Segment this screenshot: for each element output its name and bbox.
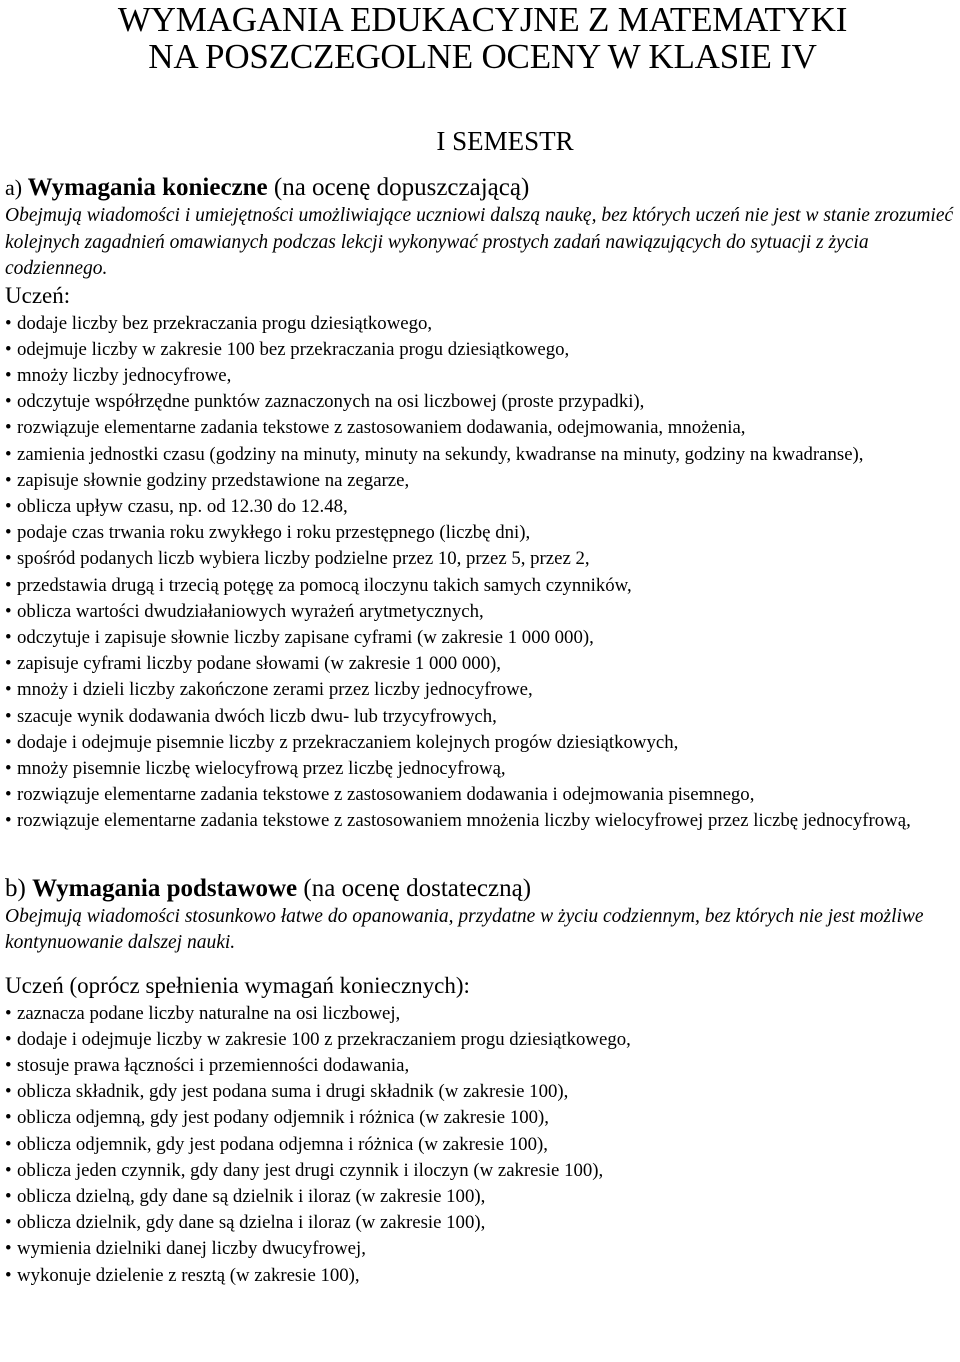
list-item [5, 442, 960, 468]
list-item-text: stosuje prawa łączności i przemienności dodawania, [17, 1054, 410, 1076]
list-item-text: podaje czas trwania roku zwykłego i roku przestępnego (liczbę dni), [17, 522, 531, 544]
section-b-prefix: b) [5, 874, 33, 902]
section-a-heading-bold: Wymagania konieczne [27, 174, 268, 201]
title-line-1: WYMAGANIA EDUKACYJNE Z MATEMATYKI [117, 0, 848, 39]
bullet-icon: • [5, 1212, 12, 1234]
bullet-icon: • [5, 1107, 12, 1129]
list-item [5, 782, 960, 808]
bullet-icon: • [5, 1185, 12, 1207]
list-item-text: oblicza wartości dwudziałaniowych wyrażeń arytmetycznych, [17, 600, 484, 622]
bullet-icon: • [5, 1054, 12, 1076]
section-b-student-line [5, 973, 960, 1001]
bullet-icon: • [5, 417, 12, 439]
list-item-text: dodaje i odejmuje liczby w zakresie 100 z przekraczaniem progu dziesiątkowego, [17, 1028, 631, 1050]
list-item-text: oblicza dzielnik, gdy dane są dzielna i iloraz (w zakresie 100), [17, 1212, 486, 1234]
list-item [5, 599, 960, 625]
bullet-icon: • [5, 364, 12, 386]
list-item-text: spośród podanych liczb wybiera liczby podzielne przez 10, przez 5, przez 2, [17, 548, 590, 570]
list-item-text: oblicza dzielną, gdy dane są dzielnik i iloraz (w zakresie 100), [17, 1185, 486, 1207]
bullet-icon: • [5, 522, 12, 544]
bullet-icon: • [5, 443, 12, 465]
bullet-icon: • [5, 338, 12, 360]
list-item [5, 311, 960, 337]
section-a-heading [5, 156, 960, 203]
list-item [5, 337, 960, 363]
bullet-icon: • [5, 705, 12, 727]
list-item-text: zamienia jednostki czasu (godziny na minuty, minuty na sekundy, kwadranse na minuty, godziny na kwadranse), [17, 443, 864, 465]
section-b-requirements-list [5, 1001, 960, 1289]
list-item [5, 756, 960, 782]
list-item [5, 415, 960, 441]
section-a-prefix: a) [5, 175, 28, 200]
list-item-text: rozwiązuje elementarne zadania tekstowe z zastosowaniem dodawania i odejmowania pisemnego, [17, 784, 755, 806]
list-item-text: oblicza upływ czasu, np. od 12.30 do 12.48, [17, 495, 348, 517]
section-b-heading-rest: (na ocenę dostateczną) [297, 874, 532, 902]
list-item-text: mnoży i dzieli liczby zakończone zerami przez liczby jednocyfrowe, [17, 679, 533, 701]
list-item [5, 704, 960, 730]
list-item [5, 1105, 960, 1131]
semester-heading: I SEMESTR [436, 126, 574, 156]
list-item [5, 468, 960, 494]
bullet-icon: • [5, 312, 12, 334]
bullet-icon: • [5, 1264, 12, 1286]
list-item-text: mnoży liczby jednocyfrowe, [17, 364, 232, 386]
section-a-requirements-list [5, 311, 960, 835]
list-item-text: zaznacza podane liczby naturalne na osi liczbowej, [17, 1002, 401, 1024]
title-line-2: NA POSZCZEGOLNE OCENY W KLASIE IV [148, 37, 817, 76]
bullet-icon: • [5, 626, 12, 648]
section-a-intro: Obejmują wiadomości i umiejętności umożliwiające uczniowi dalszą naukę, bez których uczeń nie jest w stanie zrozumieć kolejnych zagadnień omawianych podczas lekcji wykonywać prostych zadań nawiązujących do sytuacji z życia codziennego. [5, 205, 954, 279]
bullet-icon: • [5, 731, 12, 753]
bullet-icon: • [5, 653, 12, 675]
section-a-student-label [5, 283, 960, 311]
list-item-text: rozwiązuje elementarne zadania tekstowe z zastosowaniem dodawania, odejmowania, mnożenia, [17, 417, 746, 439]
bullet-icon: • [5, 1081, 12, 1103]
list-item [5, 1132, 960, 1158]
list-item [5, 677, 960, 703]
list-item [5, 494, 960, 520]
list-item [5, 730, 960, 756]
list-item-text: oblicza jeden czynnik, gdy dany jest drugi czynnik i iloczyn (w zakresie 100), [17, 1159, 604, 1181]
list-item [5, 808, 960, 834]
list-item-text: przedstawia drugą i trzecią potęgę za pomocą iloczynu takich samych czynników, [17, 574, 632, 596]
document-title [5, 0, 960, 75]
bullet-icon: • [5, 810, 12, 832]
list-item [5, 651, 960, 677]
list-item-text: wykonuje dzielenie z resztą (w zakresie 100), [17, 1264, 360, 1286]
list-item-text: rozwiązuje elementarne zadania tekstowe z zastosowaniem mnożenia liczby wielocyfrowej przez liczbę jednocyfrową, [17, 810, 911, 832]
bullet-icon: • [5, 679, 12, 701]
bullet-icon: • [5, 1238, 12, 1260]
list-item-text: szacuje wynik dodawania dwóch liczb dwu- lub trzycyfrowych, [17, 705, 497, 727]
list-item-text: wymienia dzielniki danej liczby dwucyfrowej, [17, 1238, 366, 1260]
bullet-icon: • [5, 1002, 12, 1024]
section-b-heading-bold: Wymagania podstawowe [32, 874, 298, 902]
list-item-text: oblicza odjemną, gdy jest podany odjemnik i różnica (w zakresie 100), [17, 1107, 549, 1129]
list-item-text: dodaje liczby bez przekraczania progu dziesiątkowego, [17, 312, 433, 334]
bullet-icon: • [5, 495, 12, 517]
list-item [5, 520, 960, 546]
bullet-icon: • [5, 784, 12, 806]
bullet-icon: • [5, 757, 12, 779]
list-item-text: zapisuje słownie godziny przedstawione na zegarze, [17, 469, 410, 491]
bullet-icon: • [5, 391, 12, 413]
list-item [5, 1027, 960, 1053]
section-b-heading [5, 835, 960, 904]
bullet-icon: • [5, 574, 12, 596]
list-item [5, 1001, 960, 1027]
list-item-text: mnoży pisemnie liczbę wielocyfrową przez liczbę jednocyfrową, [17, 757, 506, 779]
list-item-text: odczytuje współrzędne punktów zaznaczonych na osi liczbowej (proste przypadki), [17, 391, 645, 413]
section-a-heading-rest: (na ocenę dopuszczającą) [267, 174, 530, 201]
bullet-icon: • [5, 1028, 12, 1050]
list-item [5, 1053, 960, 1079]
bullet-icon: • [5, 548, 12, 570]
list-item [5, 1079, 960, 1105]
list-item-text: dodaje i odejmuje pisemnie liczby z przekraczaniem kolejnych progów dziesiątkowych, [17, 731, 679, 753]
list-item [5, 573, 960, 599]
section-b-intro: Obejmują wiadomości stosunkowo łatwe do opanowania, przydatne w życiu codziennym, bez których nie jest możliwe kontynuowanie dalszej nauki. [5, 905, 924, 954]
list-item [5, 1263, 960, 1289]
list-item-text: odczytuje i zapisuje słownie liczby zapisane cyframi (w zakresie 1 000 000), [17, 626, 594, 648]
list-item [5, 1184, 960, 1210]
list-item [5, 625, 960, 651]
list-item-text: oblicza odjemnik, gdy jest podana odjemna i różnica (w zakresie 100), [17, 1133, 548, 1155]
student-label: Uczeń: [5, 282, 71, 308]
list-item [5, 389, 960, 415]
list-item [5, 1236, 960, 1262]
list-item [5, 546, 960, 572]
list-item [5, 1158, 960, 1184]
bullet-icon: • [5, 1133, 12, 1155]
bullet-icon: • [5, 600, 12, 622]
list-item-text: zapisuje cyframi liczby podane słowami (w zakresie 1 000 000), [17, 653, 501, 675]
student-label: Uczeń [5, 972, 64, 998]
bullet-icon: • [5, 469, 12, 491]
list-item-text: odejmuje liczby w zakresie 100 bez przekraczania progu dziesiątkowego, [17, 338, 570, 360]
list-item [5, 1210, 960, 1236]
student-label-rest: (oprócz spełnienia wymagań koniecznych): [63, 972, 470, 998]
bullet-icon: • [5, 1159, 12, 1181]
list-item-text: oblicza składnik, gdy jest podana suma i drugi składnik (w zakresie 100), [17, 1081, 569, 1103]
list-item [5, 363, 960, 389]
